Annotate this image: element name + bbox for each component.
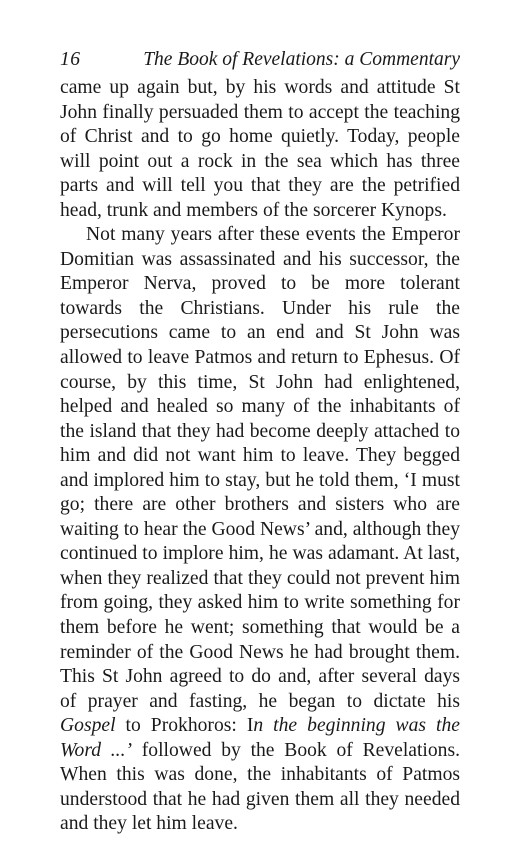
paragraph-text: Not many years after these events the Emperor Domitian was assassinated and his successor, the Emperor Nerva, proved to be more tolerant towards the Christians. Under his rule the persecutions came to an end and St John was allowed to leave Patmos and return to Ephesus. Of course, by this time, St John had enlightened, helped and healed so many of the inhabitants of the island that they had become deeply attached to him and did not want him to leave. They begged and implored him to stay, but he told them, ‘I must go; there are other brothers and sisters who are waiting to hear the Good News’ and, although they continued to implore him, he was adamant. At last, when they realized that they could not prevent him from going, they asked him to write something for them before he went; something that would be a reminder of the Good News he had brought them. This St John agreed to do and, after several days of prayer and fasting, he began to dictate his bbox=[60, 224, 460, 712]
page-number: 16 bbox=[60, 49, 81, 70]
paragraph-continuation: came up again but, by his words and attitude St John finally persuaded them to accept the teaching of Christ and to go home quietly. Today, people will point out a rock in the sea which has three parts and will tell you that they are the petrified head, trunk and members of the sorcerer Kynops. bbox=[60, 77, 460, 221]
italic-quotation: n the beginning was the Word ...’ bbox=[60, 715, 460, 761]
paragraph-text: followed by the Book of Revelations. When this was done, the inhabitants of Patmos understood that he had given them all they needed and they let him leave. bbox=[60, 739, 460, 835]
body-text bbox=[60, 76, 460, 837]
running-head bbox=[60, 48, 460, 72]
italic-gospel: Gospel bbox=[60, 715, 116, 737]
running-title: The Book of Revelations: a Commentary bbox=[143, 49, 460, 70]
paragraph bbox=[60, 223, 460, 837]
book-page bbox=[60, 48, 460, 837]
paragraph-text: to Prokhoros: I bbox=[115, 715, 254, 737]
